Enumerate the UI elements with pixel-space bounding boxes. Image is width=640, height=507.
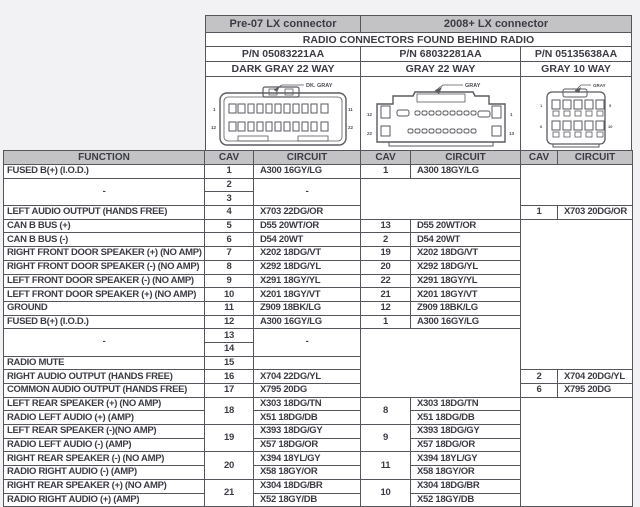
pin-number: 1 [509,112,513,117]
circuit-cell: A300 16GY/LG [254,315,361,329]
circuit-cell: Z909 18BK/LG [254,301,361,315]
circuit-cell: X202 18DG/VT [254,247,361,261]
cav-cell: 1 [361,165,411,179]
connector-10way-diagram [523,78,629,154]
function-cell: CAN B BUS (+) [4,219,205,233]
cav-cell: 13 [361,219,411,233]
function-cell: COMMON AUDIO OUTPUT (HANDS FREE) [4,384,205,398]
cav-cell: 6 [205,233,254,247]
circuit-cell: D55 20WT/OR [254,219,361,233]
cav-cell: 19 [205,425,254,452]
cav-cell: 6 [521,384,558,398]
pin-number: 22 [366,131,372,136]
circuit-cell [254,356,361,370]
circuit-cell: X703 22DG/OR [254,206,361,220]
circuit-cell: X393 18DG/GY [254,425,361,439]
connector-22way-pre07-diagram [208,78,358,154]
pin-number: 1 [540,103,543,108]
column-header-circuit-10way: CIRCUIT [558,151,633,165]
function-cell: LEFT AUDIO OUTPUT (HANDS FREE) [4,206,205,220]
cav-cell: 2 [521,370,558,384]
connector-diagram-cell-2008-22way [361,77,521,156]
connector-diagram-cell-pre07 [206,77,361,156]
function-cell: RIGHT FRONT DOOR SPEAKER (+) (NO AMP) [4,247,205,261]
circuit-cell: X394 18YL/GY [411,452,521,466]
terminal-row-bottom [229,122,328,131]
cav-cell: 20 [361,260,411,274]
connector-color-callout: GRAY [593,83,606,88]
function-cell: LEFT FRONT DOOR SPEAKER (-) (NO AMP) [4,274,205,288]
cav-cell: 15 [205,356,254,370]
pin-number: 10 [608,124,613,129]
circuit-cell: X292 18DG/YL [411,260,521,274]
era-label-2008: 2008+ LX connector [361,16,632,33]
cav-cell: 1 [521,206,558,220]
function-cell: LEFT FRONT DOOR SPEAKER (+) (NO AMP) [4,288,205,302]
banner-title: RADIO CONNECTORS FOUND BEHIND RADIO [206,33,632,47]
function-cell: RADIO RIGHT AUDIO (-) (AMP) [4,466,205,480]
column-header-circuit-pre07: CIRCUIT [254,151,361,165]
circuit-cell: - [254,329,361,356]
circuit-cell: X51 18DG/DB [411,411,521,425]
pin-number: 6 [540,124,543,129]
function-cell: RADIO MUTE [4,356,205,370]
circuit-cell: A300 16GY/LG [254,165,361,179]
circuit-cell: D55 20WT/OR [411,219,521,233]
circuit-cell: X704 20DG/YL [558,370,633,384]
circuit-cell: X291 18GY/YL [411,274,521,288]
terminal-row-bottom [552,121,604,137]
terminal-row-top [229,104,328,113]
column-header-cav-2008: CAV [361,151,411,165]
column-header-cav-10way: CAV [521,151,558,165]
pin-number: 5 [609,103,612,108]
function-cell: RADIO LEFT AUDIO (-) (AMP) [4,438,205,452]
cav-cell: 8 [205,260,254,274]
pinout-row [4,370,633,384]
connector-diagram-cell-2008-10way [521,77,632,156]
cav-cell: 7 [205,247,254,261]
cav-cell: 2 [361,233,411,247]
pinout-row [4,397,633,411]
circuit-cell: Z909 18BK/LG [411,301,521,315]
empty-cell [521,397,633,507]
connector-header-table [205,15,632,156]
circuit-cell: X202 18DG/VT [411,247,521,261]
circuit-cell: D54 20WT [411,233,521,247]
circuit-cell: X795 20DG [558,384,633,398]
cav-cell: 5 [205,219,254,233]
cav-cell: 21 [361,288,411,302]
cav-cell: 9 [361,425,411,452]
cav-cell: 22 [361,274,411,288]
empty-cell [361,329,521,397]
function-cell: RIGHT AUDIO OUTPUT (HANDS FREE) [4,370,205,384]
cav-cell: 21 [205,479,254,506]
cav-cell: 1 [361,315,411,329]
circuit-cell: X201 18GY/VT [254,288,361,302]
pin-number: 1 [213,107,216,112]
pin-number: 12 [366,112,372,117]
function-cell: FUSED B(+) (I.O.D.) [4,315,205,329]
cav-cell: 16 [205,370,254,384]
circuit-cell: X704 22DG/YL [254,370,361,384]
cav-cell: 2 [205,178,254,192]
circuit-cell: X52 18GY/DB [254,493,361,507]
connector-name-gray22: GRAY 22 WAY [361,62,521,77]
pinout-row [4,206,633,220]
empty-cell [361,178,521,219]
function-cell: - [4,178,205,205]
cav-cell: 14 [205,342,254,356]
cav-cell: 1 [205,165,254,179]
function-cell: FUSED B(+) (I.O.D.) [4,165,205,179]
circuit-cell: X58 18GY/OR [411,466,521,480]
connector-name-darkgray22: DARK GRAY 22 WAY [206,62,361,77]
circuit-cell: D54 20WT [254,233,361,247]
column-header-cav-pre07: CAV [205,151,254,165]
pin-number: 12 [211,125,217,130]
circuit-cell: X57 18DG/OR [411,438,521,452]
circuit-cell: X51 18DG/DB [254,411,361,425]
circuit-cell: X304 18DG/BR [411,479,521,493]
circuit-cell: X58 18GY/OR [254,466,361,480]
part-number-2008-22way: P/N 68032281AA [361,47,521,62]
cav-cell: 11 [205,301,254,315]
cav-cell: 19 [361,247,411,261]
pin-number: 11 [348,107,353,112]
connector-color-callout: GRAY [464,83,480,89]
empty-cell [521,165,633,206]
circuit-cell: X795 20DG [254,384,361,398]
cav-cell: 9 [205,274,254,288]
circuit-cell: X303 18DG/TN [411,397,521,411]
pinout-table [3,150,633,507]
cav-cell: 3 [205,192,254,206]
pinout-table-header-row [4,151,633,165]
function-cell: LEFT REAR SPEAKER (+) (NO AMP) [4,397,205,411]
cav-cell: 18 [205,397,254,424]
circuit-cell: A300 18GY/LG [411,165,521,179]
circuit-cell: X394 18YL/GY [254,452,361,466]
connector-color-callout: DK. GRAY [306,83,333,89]
function-cell: RIGHT FRONT DOOR SPEAKER (-) (NO AMP) [4,260,205,274]
part-number-pre07: P/N 05083221AA [206,47,361,62]
cav-cell: 20 [205,452,254,479]
cav-cell: 4 [205,206,254,220]
pin-number: 13 [508,131,514,136]
terminal-row-top [415,111,490,117]
cav-cell: 10 [361,479,411,506]
circuit-cell: X291 18GY/YL [254,274,361,288]
circuit-cell: X304 18DG/BR [254,479,361,493]
cav-cell: 8 [361,397,411,424]
pin-number: 22 [348,125,354,130]
connector-name-gray10: GRAY 10 WAY [521,62,632,77]
cav-cell: 11 [361,452,411,479]
era-label-pre07: Pre-07 LX connector [206,16,361,33]
function-cell: RADIO RIGHT AUDIO (+) (AMP) [4,493,205,507]
function-cell: GROUND [4,301,205,315]
circuit-cell: X52 18GY/DB [411,493,521,507]
cav-cell: 12 [361,301,411,315]
cav-cell: 12 [205,315,254,329]
function-cell: RIGHT REAR SPEAKER (-) (NO AMP) [4,452,205,466]
circuit-cell: X303 18DG/TN [254,397,361,411]
circuit-cell: - [254,178,361,205]
pinout-row [4,219,633,233]
column-header-circuit-2008: CIRCUIT [411,151,521,165]
pinout-row [4,384,633,398]
circuit-cell: X393 18DG/GY [411,425,521,439]
circuit-cell: A300 16GY/LG [411,315,521,329]
circuit-cell: X201 18GY/VT [411,288,521,302]
terminal-row-top [552,100,604,116]
cav-cell: 10 [205,288,254,302]
function-cell: RADIO LEFT AUDIO (+) (AMP) [4,411,205,425]
function-cell: LEFT REAR SPEAKER (-)(NO AMP) [4,425,205,439]
circuit-cell: X292 18DG/YL [254,260,361,274]
function-cell: CAN B BUS (-) [4,233,205,247]
empty-cell [521,219,633,370]
cav-cell: 13 [205,329,254,343]
terminal-row-bottom [408,129,476,133]
pinout-row [4,165,633,179]
cav-cell: 17 [205,384,254,398]
function-cell: - [4,329,205,356]
circuit-cell: X703 20DG/OR [558,206,633,220]
function-cell: RIGHT REAR SPEAKER (+) (NO AMP) [4,479,205,493]
part-number-2008-10way: P/N 05135638AA [521,47,632,62]
circuit-cell: X57 18DG/OR [254,438,361,452]
connector-22way-2008-diagram [363,78,519,154]
column-header-function: FUNCTION [4,151,205,165]
